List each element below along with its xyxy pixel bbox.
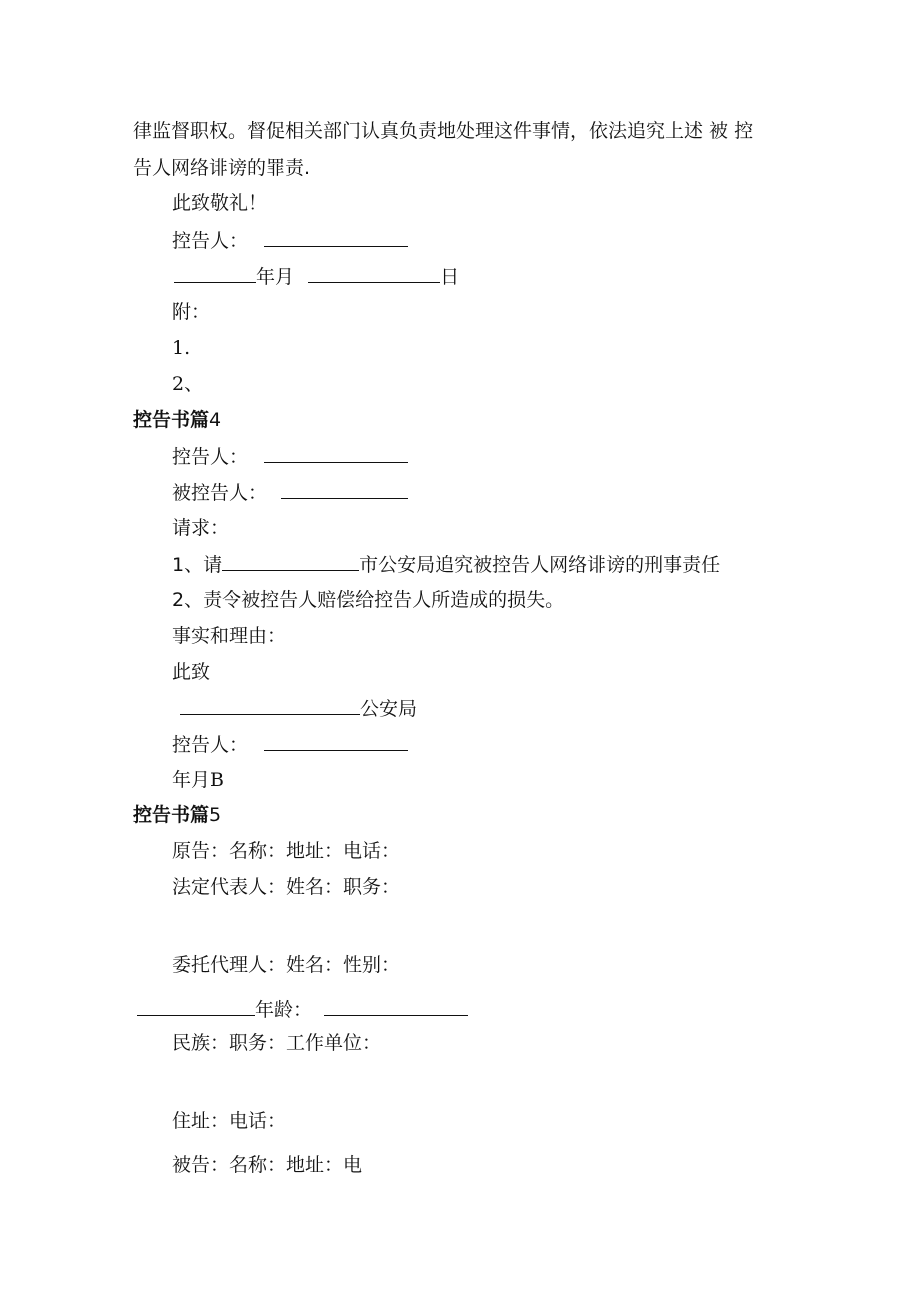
- closing-salutation: 此致: [172, 661, 211, 683]
- plaintiff-line: 原告：名称：地址：电话：: [172, 840, 401, 862]
- city-blank: [222, 552, 359, 571]
- date-line: [172, 768, 224, 792]
- date-line: [174, 264, 459, 289]
- section-heading-text: 控告书篇: [133, 804, 210, 826]
- date-year-month: 年月: [256, 266, 295, 288]
- date-day: B: [210, 769, 224, 791]
- section-heading-number: 5: [209, 804, 222, 826]
- section-heading: [133, 803, 221, 827]
- complainant-line: [172, 732, 408, 757]
- request-label: 请求：: [172, 517, 230, 539]
- recipient-blank: [180, 696, 360, 715]
- defendant-line: 被告：名称：地址：电: [172, 1154, 363, 1176]
- request-item-suffix: 市公安局追究被控告人网络诽谤的刑事责任: [359, 554, 721, 576]
- address-line: 住址：电话：: [172, 1110, 287, 1132]
- complainant-blank: [264, 444, 408, 463]
- age-blank: [324, 997, 468, 1016]
- request-item: 2、责令被控告人赔偿给控告人所造成的损失。: [172, 589, 565, 611]
- section-heading-text: 控告书篇: [133, 409, 210, 431]
- request-item: [172, 552, 720, 577]
- complainant-blank: [264, 228, 408, 247]
- year-blank: [174, 264, 256, 283]
- legal-rep-line: 法定代表人：姓名：职务：: [172, 876, 401, 898]
- day-blank: [308, 264, 440, 283]
- complainant-label: 控告人：: [172, 734, 249, 756]
- request-item-prefix: 1、请: [172, 554, 223, 576]
- date-day: 日: [440, 266, 460, 288]
- closing-salutation: 此致敬礼！: [172, 192, 268, 214]
- complainant-label: 控告人：: [172, 230, 249, 252]
- complainant-line: [172, 444, 408, 469]
- paragraph-line: 告人网络诽谤的罪责.: [133, 157, 311, 179]
- attachment-item: 1.: [172, 337, 191, 359]
- attachment-label: 附：: [172, 301, 211, 323]
- age-line: [137, 997, 468, 1022]
- complainant-blank: [264, 732, 408, 751]
- accused-line: [172, 480, 408, 505]
- complainant-label: 控告人：: [172, 446, 249, 468]
- agent-line: 委托代理人：姓名：性别：: [172, 954, 401, 976]
- accused-label: 被控告人：: [172, 482, 268, 504]
- section-heading: [133, 408, 221, 432]
- date-label: 年月: [172, 769, 211, 791]
- agent-gender-blank: [137, 997, 255, 1016]
- section-heading-number: 4: [209, 409, 222, 431]
- complainant-line: [172, 228, 408, 253]
- recipient-suffix: 公安局: [360, 698, 418, 720]
- facts-label: 事实和理由：: [172, 625, 287, 647]
- paragraph-line: 律监督职权。督促相关部门认真负责地处理这件事情，依法追究上述 被 控: [133, 120, 754, 142]
- ethnicity-line: 民族：职务：工作单位：: [172, 1032, 382, 1054]
- accused-blank: [281, 480, 408, 499]
- attachment-item: 2、: [172, 373, 204, 395]
- age-label: 年龄：: [255, 999, 313, 1021]
- recipient-line: [180, 696, 417, 721]
